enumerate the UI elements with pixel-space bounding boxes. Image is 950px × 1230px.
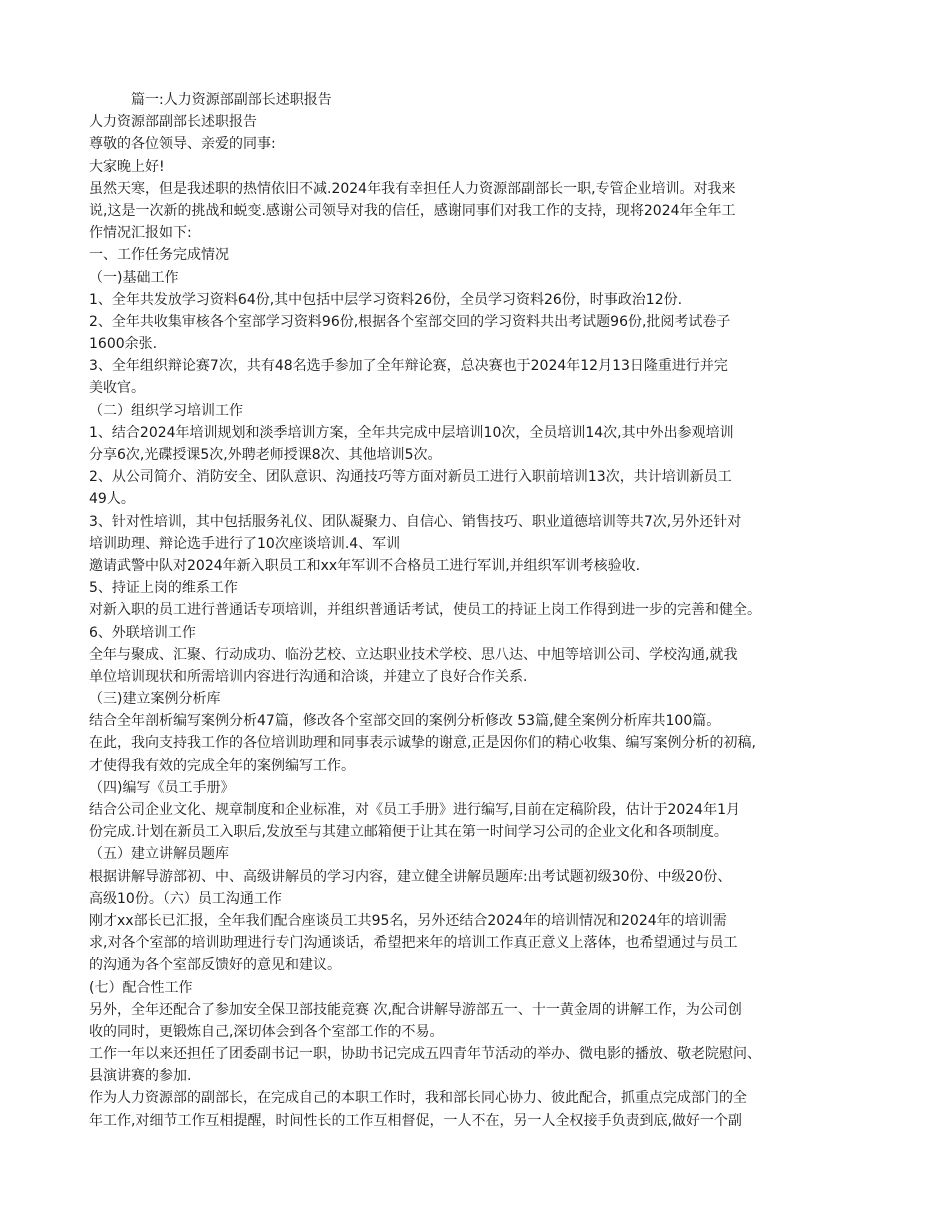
salutation: 尊敬的各位领导、亲爱的同事:: [89, 136, 276, 153]
item-heading: 6、外联培训工作: [89, 624, 196, 641]
item-heading: 5、持证上岗的维系工作: [89, 580, 238, 597]
section-heading: 一、工作任务完成情况: [89, 247, 229, 264]
text-line: 3、全年组织辩论赛7次，共有48名选手参加了全年辩论赛，总决赛也于2024年12月13日隆重进行并完: [89, 358, 728, 375]
text-line: 2、从公司简介、消防安全、团队意识、沟通技巧等方面对新员工进行入职前培训13次，共计培训新员工: [89, 469, 732, 486]
subsection-heading: （三)建立案例分析库: [89, 691, 221, 708]
text-line: 1、全年共发放学习资料64份,其中包括中层学习资料26份，全员学习资料26份，时事政治12份.: [89, 291, 683, 308]
document-body: [89, 89, 864, 1132]
text-line: 县演讲赛的参加.: [89, 1068, 192, 1085]
text-line: 分享6次,光碟授课5次,外聘老师授课8次、其他培训5次。: [89, 447, 442, 463]
subsection-heading: （五）建立讲解员题库: [89, 846, 229, 863]
text-line: 求,对各个室部的培训助理进行专门沟通谈话，希望把来年的培训工作真正意义上落体，也希望通过与员工: [89, 935, 738, 952]
text-line: 在此，我向支持我工作的各位培训助理和同事表示诚挚的谢意,正是因你们的精心收集、编写案例分析的初稿,: [89, 735, 756, 752]
text-line: 结合全年剖析编写案例分析47篇，修改各个室部交回的案例分析修改 53篇,健全案例分析库共100篇。: [89, 713, 721, 730]
subsection-heading: （四)编写《员工手册》: [89, 779, 235, 796]
text-line: 的沟通为各个室部反馈好的意见和建议。: [89, 957, 341, 974]
text-line: 刚才xx部长已汇报，全年我们配合座谈员工共95名，另外还结合2024年的培训情况和2024年的培训需: [89, 912, 727, 929]
text-line: 对新入职的员工进行普通话专项培训，并组织普通话考试，使员工的持证上岗工作得到进一步的完善和健全。: [89, 602, 761, 619]
text-line: 1600余张.: [89, 336, 158, 353]
text-line: 培训助理、辩论选手进行了10次座谈培训.4、军训: [89, 535, 401, 552]
greeting: 大家晚上好!: [89, 158, 165, 175]
text-line: 才使得我有效的完成全年的案例编写工作。: [89, 757, 355, 774]
text-line: 高级10份。（六）员工沟通工作: [89, 890, 282, 907]
text-line: 虽然天寒，但是我述职的热情依旧不减.2024年我有幸担任人力资源部副部长一职,专管企业培训。对我来: [89, 180, 736, 197]
text-line: 3、针对性培训，其中包括服务礼仪、团队凝聚力、自信心、销售技巧、职业道德培训等共7次,另外还针对: [89, 513, 742, 530]
text-line: 作情况汇报如下:: [89, 225, 192, 242]
text-line: 单位培训现状和所需培训内容进行沟通和洽谈，并建立了良好合作关系.: [89, 668, 528, 685]
text-line: 年工作,对细节工作互相提醒，时间性长的工作互相督促，一人不在，另一人全权接手负责到底,做好一个副: [89, 1112, 742, 1129]
text-line: 说,这是一次新的挑战和蜕变.感谢公司领导对我的信任，感谢同事们对我工作的支持，现将2024年全年工: [89, 202, 736, 219]
text-line: 作为人力资源部的副部长，在完成自己的本职工作时，我和部长同心协力、彼此配合，抓重点完成部门的全: [89, 1090, 747, 1107]
text-line: 工作一年以来还担任了团委副书记一职，协助书记完成五四青年节活动的举办、微电影的播放、敬老院慰问、: [89, 1046, 761, 1063]
text-line: 结合公司企业文化、规章制度和企业标准，对《员工手册》进行编写,目前在定稿阶段，估计于2024年1月: [89, 802, 740, 818]
subsection-heading: （一)基础工作: [89, 269, 179, 286]
text-line: 美收官。: [89, 380, 145, 397]
document-title: 篇一:人力资源部副部长述职报告: [131, 92, 332, 108]
text-line: 收的同时，更锻炼自己,深切体会到各个室部工作的不易。: [89, 1023, 444, 1040]
subsection-heading: （二）组织学习培训工作: [89, 402, 243, 419]
report-heading: 人力资源部副部长述职报告: [89, 114, 257, 131]
subsection-heading: (七）配合性工作: [89, 979, 193, 996]
text-line: 49人。: [89, 491, 135, 508]
text-line: 另外，全年还配合了参加安全保卫部技能竞赛 次,配合讲解导游部五一、十一黄金周的讲解工作，为公司创: [89, 1001, 742, 1018]
text-line: 根据讲解导游部初、中、高级讲解员的学习内容，建立健全讲解员题库:出考试题初级30份、中级20份、: [89, 868, 732, 885]
text-line: 全年与聚成、汇聚、行动成功、临汾艺校、立达职业技术学校、思八达、中旭等培训公司、学校沟通,就我: [89, 646, 738, 663]
text-line: 1、结合2024年培训规划和淡季培训方案，全年共完成中层培训10次，全员培训14次,其中外出参观培训: [89, 424, 734, 441]
text-line: 份完成.计划在新员工入职后,发放至与其建立邮箱便于让其在第一时间学习公司的企业文化和各项制度。: [89, 824, 728, 841]
text-line: 2、全年共收集审核各个室部学习资料96份,根据各个室部交回的学习资料共出考试题96份,批阅考试卷子: [89, 313, 731, 330]
text-line: 邀请武警中队对2024年新入职员工和xx年军训不合格员工进行军训,并组织军训考核验收.: [89, 557, 641, 574]
